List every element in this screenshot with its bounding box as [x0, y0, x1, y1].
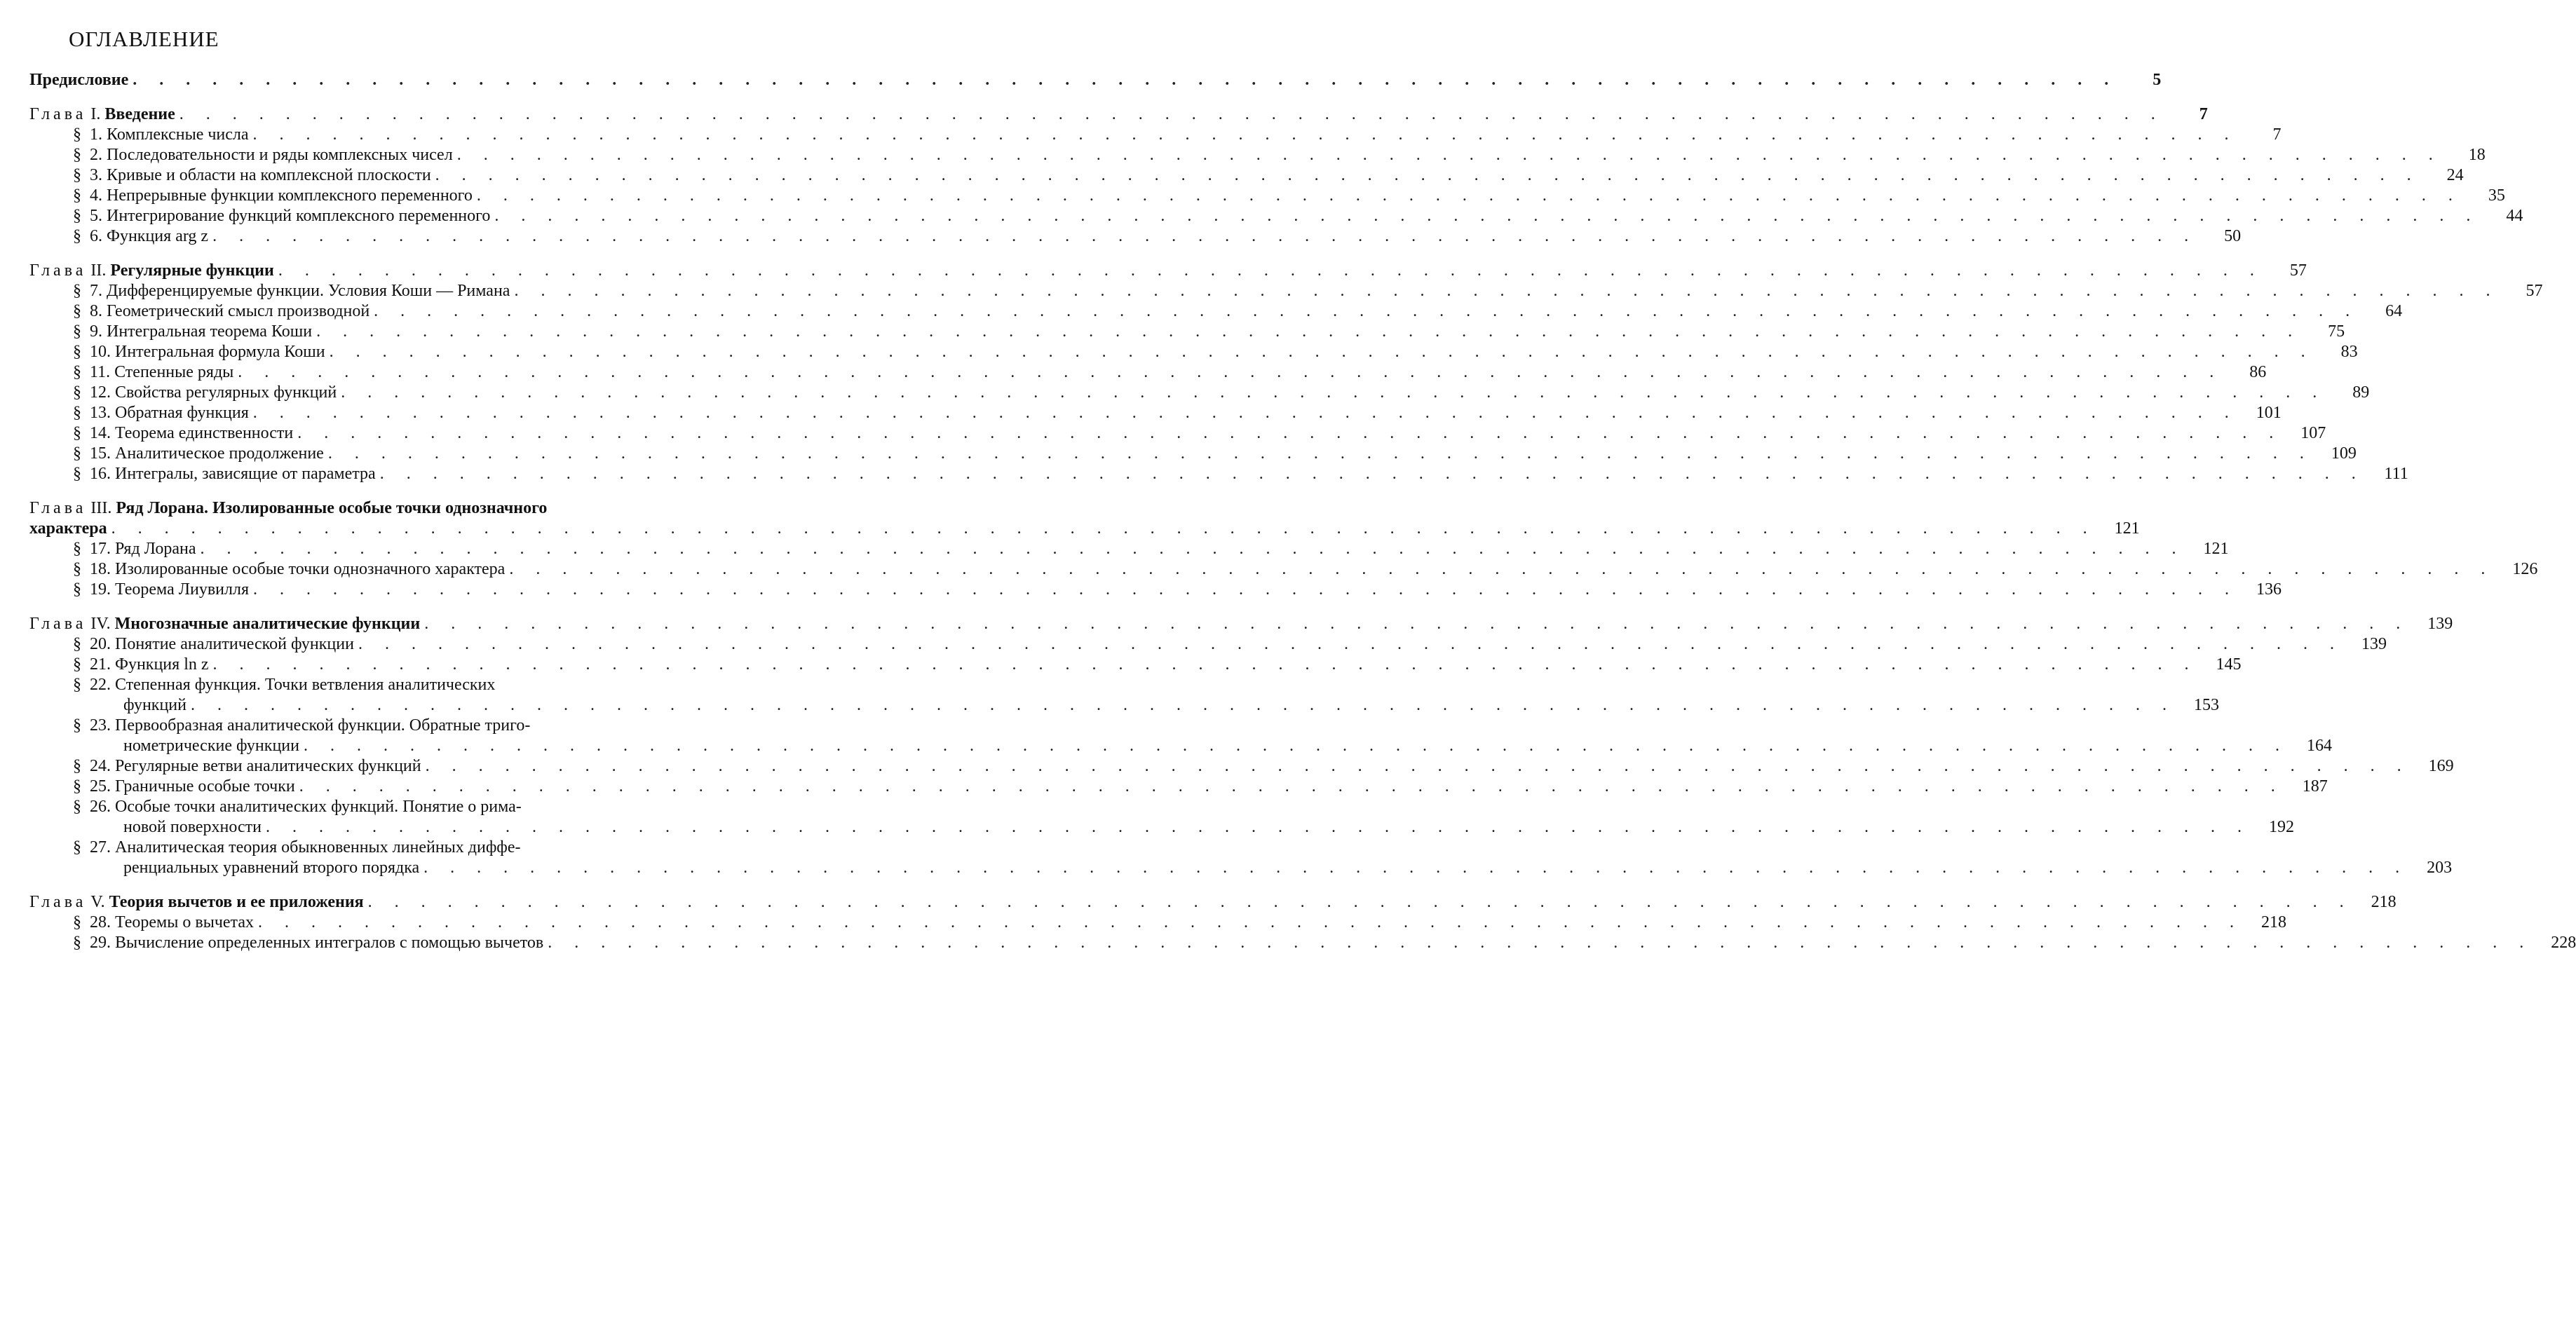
toc-chapter-4[interactable] [29, 614, 2453, 634]
section-sign: § [73, 383, 81, 402]
toc-section-22[interactable] [29, 675, 2219, 716]
section-title: Комплексные числа [107, 125, 249, 144]
section-title: Степенные ряды [114, 363, 234, 381]
page-number: 203 [2427, 859, 2453, 877]
section-sign: § [73, 302, 81, 320]
toc-section-16[interactable] [29, 464, 2408, 484]
leader-dots [477, 186, 2462, 206]
page-number: 75 [2328, 322, 2345, 341]
chapter-word: Глава [29, 893, 87, 911]
section-number: 25. [90, 777, 111, 796]
page-number: 121 [2114, 519, 2140, 538]
chapter-number: III. [90, 499, 112, 517]
toc-section-8[interactable] [29, 301, 2403, 322]
page-number: 169 [2428, 757, 2454, 775]
section-title: Функция ln z [115, 655, 209, 674]
toc-section-24[interactable] [29, 756, 2454, 777]
section-number: 17. [90, 540, 111, 558]
chapter-title: Многозначные аналитические функции [114, 615, 421, 633]
section-title: Ряд Лорана [115, 540, 196, 558]
toc-section-18[interactable] [29, 559, 2538, 580]
leader-dots [304, 736, 2289, 756]
section-number: 3. [90, 166, 102, 184]
leader-dots [424, 614, 2409, 634]
section-sign: § [73, 676, 81, 694]
section-title: Изолированные особые точки однозначного характера [115, 560, 506, 578]
leader-dots [238, 362, 2223, 383]
section-title-line-1: Степенная функция. Точки ветвления аналитических [115, 676, 496, 694]
page-number: 187 [2302, 777, 2328, 796]
section-sign: § [73, 540, 81, 558]
section-number: 20. [90, 635, 111, 653]
section-sign: § [73, 125, 81, 144]
toc-section-29[interactable] [29, 933, 2576, 953]
section-title: Интегралы, зависящие от параметра [115, 465, 376, 483]
section-sign: § [73, 404, 81, 422]
leader-dots [297, 423, 2282, 444]
chapter-word: Глава [29, 105, 87, 123]
chapter-word: Глава [29, 615, 87, 633]
leader-dots [253, 580, 2238, 600]
page-number: 7 [2199, 105, 2208, 123]
section-number: 7. [90, 282, 102, 300]
section-number: 15. [90, 444, 111, 463]
section-title: Функция arg z [107, 227, 209, 245]
section-number: 4. [90, 186, 102, 205]
section-title: Интегральная теорема Коши [107, 322, 313, 341]
section-sign: § [73, 444, 81, 463]
chapter-number: V. [90, 893, 105, 911]
page-number: 57 [2526, 282, 2543, 300]
section-title: Вычисление определенных интегралов с помощью вычетов [115, 934, 544, 952]
table-of-contents [29, 70, 2576, 953]
page-number: 64 [2385, 302, 2403, 320]
toc-section-17[interactable] [29, 539, 2229, 559]
section-number: 24. [90, 757, 111, 775]
page-number: 5 [2153, 71, 2162, 89]
section-number: 28. [90, 913, 111, 931]
page-number: 126 [2512, 560, 2538, 578]
toc-section-6[interactable] [29, 226, 2242, 247]
section-sign: § [73, 777, 81, 796]
section-sign: § [73, 580, 81, 599]
section-title: Теоремы о вычетах [115, 913, 254, 931]
chapter-number: I. [90, 105, 101, 123]
section-number: 10. [90, 343, 111, 361]
toc-section-27[interactable] [29, 838, 2453, 878]
toc-section-12[interactable] [29, 383, 2370, 403]
entry-label: Предисловие [29, 71, 129, 89]
leader-dots [494, 206, 2479, 226]
section-number: 26. [90, 798, 111, 816]
leader-dots [253, 403, 2238, 423]
toc-section-2[interactable] [29, 145, 2486, 165]
leader-dots [299, 777, 2284, 797]
section-title: Обратная функция [115, 404, 249, 422]
leader-dots [278, 261, 2263, 281]
section-sign: § [73, 424, 81, 442]
section-title: Понятие аналитической функции [115, 635, 354, 653]
leader-dots [380, 464, 2365, 484]
page-number: 89 [2352, 383, 2370, 402]
toc-section-20[interactable] [29, 634, 2387, 655]
toc-section-25[interactable] [29, 777, 2328, 797]
page-number: 18 [2468, 146, 2486, 164]
page-number: 153 [2194, 696, 2219, 714]
section-title: Непрерывные функции комплексного переменного [107, 186, 473, 205]
leader-dots [253, 125, 2238, 145]
section-sign: § [73, 560, 81, 578]
section-title: Интегральная формула Коши [115, 343, 325, 361]
chapter-title: Регулярные функции [110, 261, 274, 280]
toc-entry-preface[interactable] [29, 70, 2162, 90]
page-number: 164 [2306, 737, 2332, 755]
page-number: 83 [2340, 343, 2358, 361]
page-number: 228 [2551, 934, 2576, 952]
chapter-title: Введение [104, 105, 175, 123]
leader-dots [258, 913, 2243, 933]
section-title: Теорема Лиувилля [115, 580, 250, 599]
leader-dots [435, 165, 2420, 186]
toc-section-21[interactable] [29, 655, 2242, 675]
toc-chapter-2[interactable] [29, 261, 2307, 281]
toc-section-5[interactable] [29, 206, 2523, 226]
section-number: 16. [90, 465, 111, 483]
section-title: Свойства регулярных функций [115, 383, 337, 402]
chapter-title-line-2: характера [29, 519, 107, 538]
section-number: 6. [90, 227, 102, 245]
section-number: 5. [90, 207, 102, 225]
section-number: 14. [90, 424, 111, 442]
leader-dots [374, 301, 2359, 322]
section-sign: § [73, 166, 81, 184]
page-number: 86 [2249, 363, 2267, 381]
leader-dots [266, 817, 2251, 838]
leader-dots [213, 655, 2198, 675]
page-title: ОГЛАВЛЕНИЕ [69, 27, 219, 51]
toc-section-15[interactable] [29, 444, 2357, 464]
section-sign: § [73, 838, 81, 856]
section-number: 11. [90, 363, 111, 381]
leader-dots [341, 383, 2326, 403]
chapter-word: Глава [29, 499, 87, 517]
page-number: 218 [2260, 913, 2286, 931]
section-number: 29. [90, 934, 111, 952]
toc-chapter-5[interactable] [29, 892, 2397, 913]
section-sign: § [73, 227, 81, 245]
page-number: 101 [2256, 404, 2282, 422]
section-title: Интегрирование функций комплексного переменного [107, 207, 491, 225]
section-number: 18. [90, 560, 111, 578]
toc-section-14[interactable] [29, 423, 2326, 444]
leader-dots [423, 858, 2408, 878]
leader-dots [191, 695, 2176, 716]
leader-dots [179, 104, 2164, 125]
page-number: 50 [2224, 227, 2242, 245]
leader-dots [201, 539, 2185, 559]
toc-section-28[interactable] [29, 913, 2286, 933]
leader-dots [368, 892, 2353, 913]
toc-section-3[interactable] [29, 165, 2464, 186]
section-number: 13. [90, 404, 111, 422]
section-title: Регулярные ветви аналитических функций [115, 757, 421, 775]
chapter-number: IV. [90, 615, 111, 633]
page-number: 35 [2488, 186, 2505, 205]
toc-section-26[interactable] [29, 797, 2294, 838]
page-number: 24 [2446, 166, 2464, 184]
toc-chapter-3[interactable] [29, 498, 2140, 539]
leader-dots [328, 444, 2313, 464]
page-number: 7 [2272, 125, 2282, 144]
page-number: 192 [2268, 818, 2294, 836]
page-number: 107 [2300, 424, 2326, 442]
section-number: 12. [90, 383, 111, 402]
section-title-line-1: Аналитическая теория обыкновенных линейных диффе- [115, 838, 521, 856]
page-number: 57 [2289, 261, 2307, 280]
leader-dots [548, 933, 2533, 953]
chapter-number: II. [90, 261, 107, 280]
section-title: Теорема единственности [115, 424, 294, 442]
toc-section-19[interactable] [29, 580, 2282, 600]
section-title-line-2: функций [123, 696, 187, 714]
page-number: 121 [2203, 540, 2229, 558]
section-number: 1. [90, 125, 102, 144]
section-number: 22. [90, 676, 111, 694]
section-sign: § [73, 655, 81, 674]
page-number: 139 [2361, 635, 2387, 653]
section-sign: § [73, 757, 81, 775]
section-sign: § [73, 146, 81, 164]
page-number: 44 [2506, 207, 2523, 225]
section-sign: § [73, 716, 81, 735]
section-number: 21. [90, 655, 111, 674]
toc-section-9[interactable] [29, 322, 2345, 342]
section-sign: § [73, 635, 81, 653]
leader-dots [514, 281, 2499, 301]
section-title: Дифференцируемые функции. Условия Коши — Римана [107, 282, 510, 300]
leader-dots [426, 756, 2411, 777]
page-number: 136 [2256, 580, 2282, 599]
leader-dots [111, 519, 2096, 539]
leader-dots [457, 145, 2442, 165]
section-title-line-1: Первообразная аналитической функции. Обратные триго- [115, 716, 531, 735]
section-title-line-2: нометрические функции [123, 737, 299, 755]
chapter-word: Глава [29, 261, 87, 280]
toc-section-11[interactable] [29, 362, 2267, 383]
toc-section-4[interactable] [29, 186, 2505, 206]
section-number: 2. [90, 146, 102, 164]
section-title: Последовательности и ряды комплексных чисел [107, 146, 453, 164]
section-number: 23. [90, 716, 111, 735]
page-number: 109 [2331, 444, 2357, 463]
section-number: 19. [90, 580, 111, 599]
chapter-title: Теория вычетов и ее приложения [109, 893, 364, 911]
section-title: Аналитическое продолжение [115, 444, 324, 463]
toc-section-13[interactable] [29, 403, 2282, 423]
section-title-line-2: ренциальных уравнений второго порядка [123, 859, 420, 877]
toc-section-7[interactable] [29, 281, 2543, 301]
section-sign: § [73, 934, 81, 952]
section-title: Кривые и области на комплексной плоскости [107, 166, 431, 184]
page-number: 218 [2371, 893, 2397, 911]
leader-dots [133, 70, 2117, 90]
section-sign: § [73, 322, 81, 341]
section-sign: § [73, 343, 81, 361]
leader-dots [358, 634, 2343, 655]
section-title: Геометрический смысл производной [107, 302, 370, 320]
page-number: 145 [2216, 655, 2242, 674]
section-sign: § [73, 913, 81, 931]
leader-dots [316, 322, 2301, 342]
section-title-line-2: новой поверхности [123, 818, 262, 836]
section-number: 27. [90, 838, 111, 856]
section-number: 9. [90, 322, 102, 341]
leader-dots [330, 342, 2314, 362]
leader-dots [212, 226, 2197, 247]
toc-section-23[interactable] [29, 716, 2332, 756]
page-number: 139 [2427, 615, 2453, 633]
section-sign: § [73, 186, 81, 205]
section-sign: § [73, 207, 81, 225]
section-sign: § [73, 363, 81, 381]
section-number: 8. [90, 302, 102, 320]
section-sign: § [73, 798, 81, 816]
section-title-line-1: Особые точки аналитических функций. Понятие о рима- [115, 798, 522, 816]
chapter-title-line-1: Ряд Лорана. Изолированные особые точки однозначного [116, 499, 548, 517]
toc-section-10[interactable] [29, 342, 2358, 362]
toc-section-1[interactable] [29, 125, 2282, 145]
page-number: 111 [2384, 465, 2408, 483]
leader-dots [509, 559, 2494, 580]
section-sign: § [73, 465, 81, 483]
section-title: Граничные особые точки [115, 777, 295, 796]
toc-chapter-1[interactable] [29, 104, 2208, 125]
section-sign: § [73, 282, 81, 300]
